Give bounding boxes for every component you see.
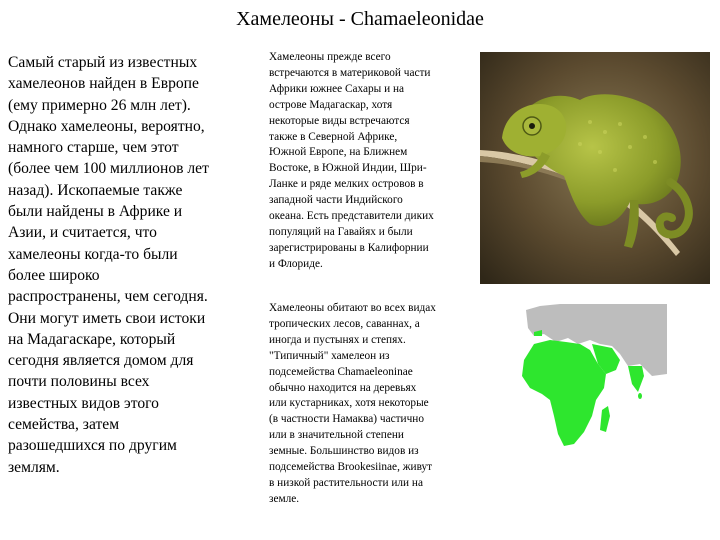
distribution-paragraph: Хамелеоны прежде всего встречаются в материковой части Африки южнее Сахары и на острове Мадагаскар, хотя некоторые виды встречаются также в Северной Африке, Южной Европе, на Ближнем Востоке, в Южной Индии, Шри- Ланке и ряде мелких островов в западной части Индийского океана. Есть представители диких популяций на Гавайях и были зарегистрированы в Калифорнии и Флориде. xyxy=(269,51,434,270)
range-map xyxy=(520,304,667,464)
habitat-paragraph: Хамелеоны обитают во всех видах тропических лесов, саваннах, а иногда и пустынях и степях. "Типичный" хамелеон из подсемейства Chamaeleoninae обычно находится на деревьях или кустарниках, хотя некоторые (в частности Намаква) частично или в значительной степени земные. Большинство видов из подсемейства Brookesiinae, живут в низкой растительности или на земле. xyxy=(269,302,436,505)
chameleon-photo xyxy=(480,52,710,284)
history-paragraph: Самый старый из известных хамелеонов найден в Европе (ему примерно 26 млн лет). Однако хамелеоны, вероятно, намного старше, чем этот (более чем 100 миллионов лет назад). Ископаемые также были найдены в Африке и Азии, и считается, что хамелеоны когда-то были более широко распространены, чем сегодня. Они могут иметь свои истоки на Мадагаскаре, который сегодня является домом для почти половины всех известных видов этого семейства, затем разошедшихся по другим землям. xyxy=(8,54,209,476)
slide-title: Хамелеоны - Chamaeleonidae xyxy=(236,8,484,30)
